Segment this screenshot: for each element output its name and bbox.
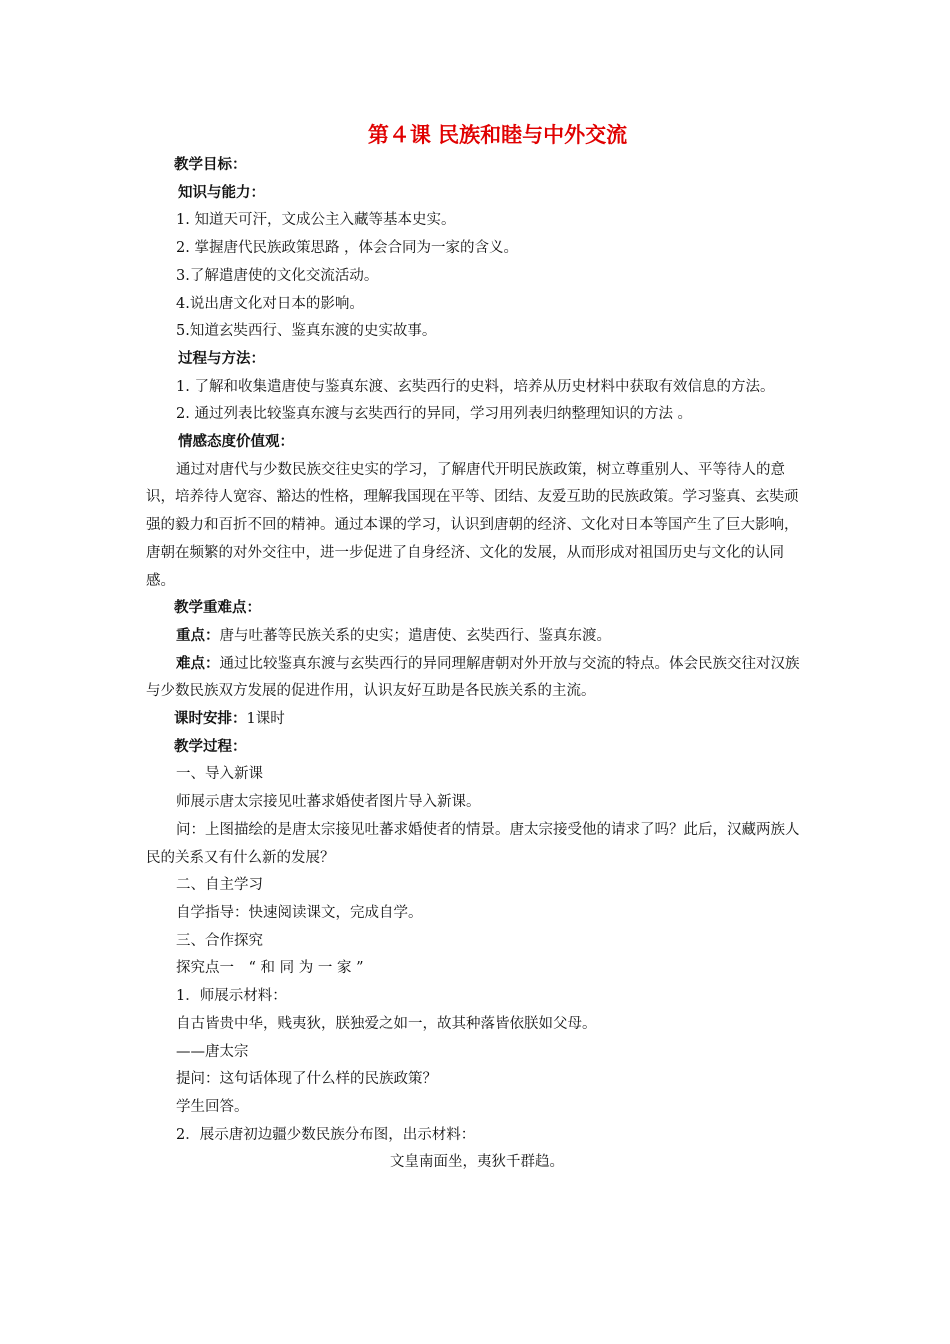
procedure-line: 师展示唐太宗接见吐蕃求婚使者图片导入新课。 <box>176 794 481 811</box>
schedule-line <box>146 706 808 734</box>
key-text: 唐与吐蕃等民族关系的史实；遣唐使、玄奘西行、鉴真东渡。 <box>219 627 611 644</box>
lesson-title: 第４课 民族和睦与中外交流 <box>367 123 628 147</box>
emotion-heading: 情感态度价值观： <box>178 434 294 451</box>
procedure-line: 自学指导：快速阅读课文，完成自学。 <box>176 904 423 921</box>
difficult-text: 通过比较鉴真东渡与玄奘西行的异同理解唐朝对外开放与交流的特点。体会民族交往对汉族与少数民族双方发展的促进作用，认识友好互助是各民族关系的主流。 <box>146 655 800 700</box>
procedure-line: 问：上图描绘的是唐太宗接见吐蕃求婚使者的情景。唐太宗接受他的请求了吗？此后，汉藏两族人民的关系又有什么新的发展？ <box>146 821 800 866</box>
procedure-line: 一、导入新课 <box>176 766 263 783</box>
difficult-point-line <box>146 651 808 706</box>
procedure-line: 学生回答。 <box>176 1098 249 1115</box>
key-point-line <box>146 623 808 651</box>
procedure-line: 二、自主学习 <box>176 877 263 894</box>
key-points-heading: 教学重难点： <box>174 600 261 617</box>
knowledge-item: 4.说出唐文化对日本的影响。 <box>176 295 364 312</box>
knowledge-item: 1. 知道天可汗，文成公主入藏等基本史实。 <box>176 212 456 229</box>
emotion-paragraph: 通过对唐代与少数民族交往史实的学习，了解唐代开明民族政策，树立尊重别人、平等待人的意识，培养待人宽容、豁达的性格，理解我国现在平等、团结、友爱互助的民族政策。学习鉴真、玄奘顽强的毅力和百折不回的精神。通过本课的学习，认识到唐朝的经济、文化对日本等国产生了巨大影响，唐朝在频繁的对外交往中，进一步促进了自身经济、文化的发展，从而形成对祖国历史与文化的认同感。 <box>146 461 799 589</box>
poem-quote: 文皇南面坐，夷狄千群趋。 <box>390 1154 564 1171</box>
procedure-heading: 教学过程： <box>174 738 247 755</box>
procedure-line: 探究点一 “ 和 同 为 一 家 ” <box>176 960 364 977</box>
process-item: 2. 通过列表比较鉴真东渡与玄奘西行的异同，学习用列表归纳整理知识的方法 。 <box>176 406 693 423</box>
objectives-heading: 教学目标： <box>174 157 247 173</box>
schedule-text: 1课时 <box>246 711 285 728</box>
procedure-line: 1．师展示材料： <box>176 988 287 1005</box>
procedure-line: 提问：这句话体现了什么样的民族政策？ <box>176 1071 437 1088</box>
knowledge-item: 3.了解遣唐使的文化交流活动。 <box>176 267 379 284</box>
procedure-line: ——唐太宗 <box>176 1043 249 1060</box>
knowledge-heading: 知识与能力： <box>178 184 265 201</box>
procedure-line: 自古皆贵中华，贱夷狄，朕独爱之如一，故其种落皆依朕如父母。 <box>176 1015 597 1032</box>
schedule-label: 课时安排： <box>174 711 247 728</box>
process-heading: 过程与方法： <box>178 350 265 367</box>
knowledge-item: 2. 掌握唐代民族政策思路 ，体会合同为一家的含义。 <box>176 240 519 257</box>
document-body <box>146 152 808 1177</box>
process-item: 1. 了解和收集遣唐使与鉴真东渡、玄奘西行的史料，培养从历史材料中获取有效信息的方法。 <box>176 378 775 395</box>
procedure-line: 2．展示唐初边疆少数民族分布图，出示材料： <box>176 1126 476 1143</box>
knowledge-item: 5.知道玄奘西行、鉴真东渡的史实故事。 <box>176 323 437 340</box>
difficult-label: 难点： <box>176 655 220 672</box>
key-label: 重点： <box>176 627 220 644</box>
procedure-line: 三、合作探究 <box>176 932 263 949</box>
